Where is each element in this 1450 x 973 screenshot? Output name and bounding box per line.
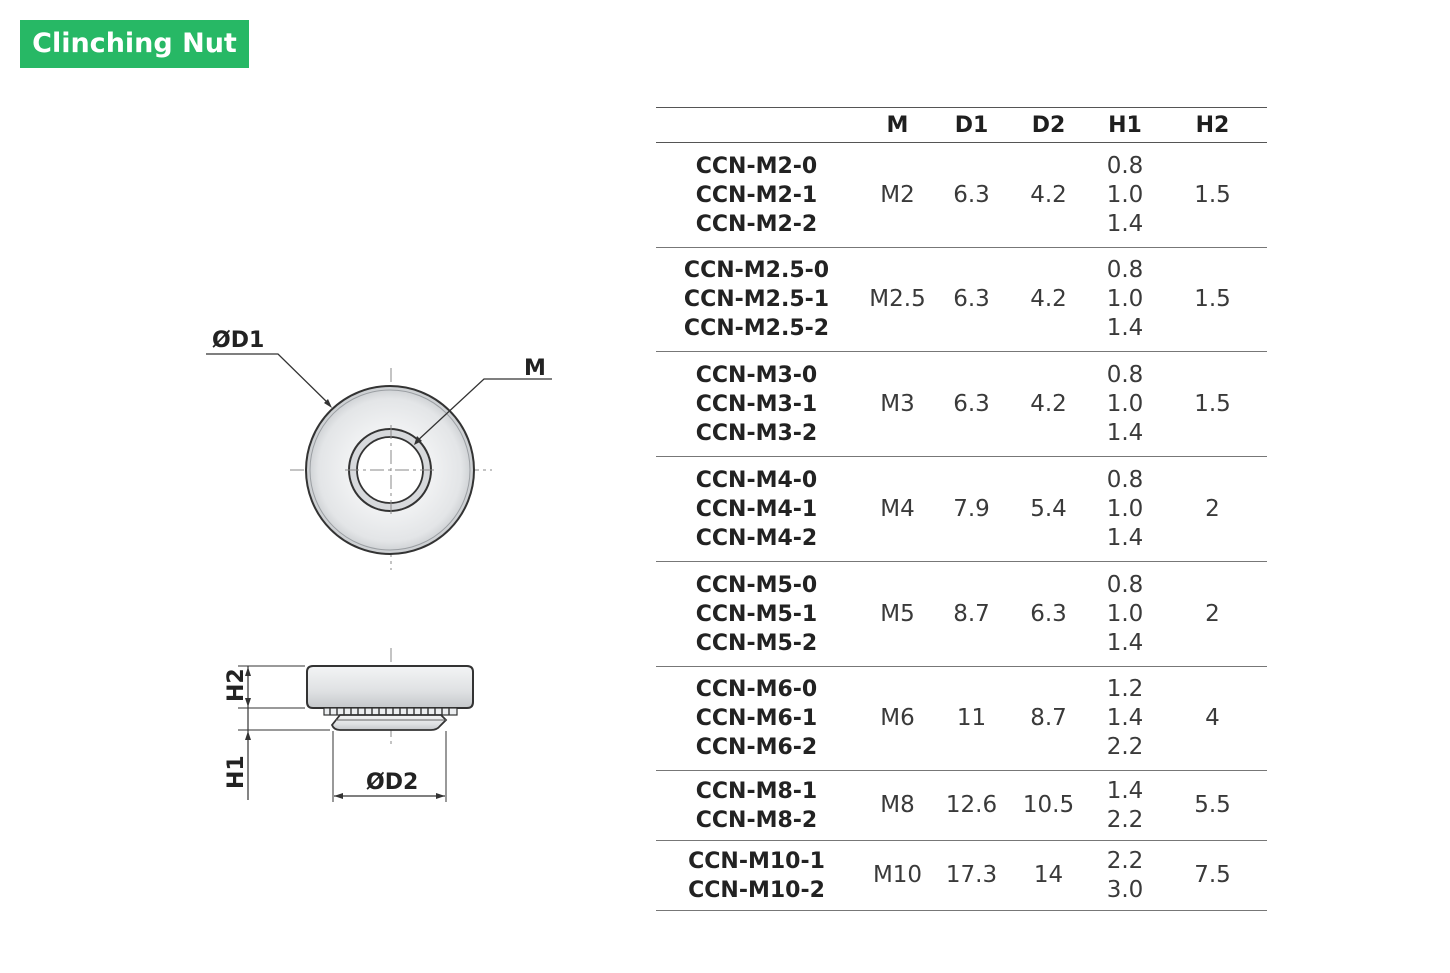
model-code: CCN-M3-2 — [695, 420, 818, 446]
model-cell — [656, 841, 857, 911]
h2-cell: 1.5 — [1158, 143, 1267, 248]
thread-size-cell: M10 — [857, 841, 938, 911]
h1-value: 1.0 — [1106, 286, 1144, 312]
d1-label: ØD1 — [212, 328, 265, 353]
h2-cell: 4 — [1158, 667, 1267, 771]
model-code: CCN-M2.5-2 — [683, 316, 830, 341]
model-code: CCN-M2-0 — [695, 153, 818, 179]
h1-cell — [1092, 248, 1158, 352]
header-d1: D1 — [938, 108, 1005, 143]
model-cell — [656, 248, 857, 352]
table-row — [656, 667, 1267, 771]
h1-cell — [1092, 143, 1158, 248]
h1-value: 1.4 — [1106, 210, 1144, 237]
h1-value: 1.0 — [1106, 600, 1144, 627]
table-row — [656, 457, 1267, 562]
h1-value: 1.0 — [1106, 495, 1144, 522]
h1-cell — [1092, 771, 1158, 841]
nut-head — [307, 666, 473, 708]
model-code: CCN-M2.5-0 — [683, 258, 830, 283]
table-row — [656, 562, 1267, 667]
nut-shank — [332, 715, 446, 730]
top-view — [206, 328, 552, 570]
d1-cell: 8.7 — [938, 562, 1005, 667]
model-code: CCN-M2-1 — [695, 182, 818, 208]
h1-label: H1 — [224, 755, 249, 789]
thread-size-cell: M2 — [857, 143, 938, 248]
d1-cell: 7.9 — [938, 457, 1005, 562]
h1-value: 1.4 — [1106, 315, 1144, 341]
h1-value: 2.2 — [1106, 806, 1144, 833]
spec-table-header — [656, 108, 1267, 143]
model-code: CCN-M4-0 — [695, 467, 818, 493]
h1-cell — [1092, 667, 1158, 771]
h1-value: 1.2 — [1106, 676, 1144, 702]
d1-leader-line — [206, 354, 330, 405]
h1-value: 0.8 — [1106, 361, 1144, 388]
model-code: CCN-M4-1 — [695, 496, 818, 522]
d2-cell: 4.2 — [1005, 248, 1092, 352]
h1-value: 1.4 — [1106, 524, 1144, 551]
model-code: CCN-M6-1 — [695, 706, 818, 731]
model-code: CCN-M2-2 — [695, 211, 818, 237]
header-m: M — [857, 108, 938, 143]
model-code: CCN-M3-0 — [695, 362, 818, 388]
h1-arrow — [245, 731, 251, 740]
h1-value: 0.8 — [1106, 152, 1144, 179]
h1-value: 1.0 — [1106, 390, 1144, 417]
h2-cell: 7.5 — [1158, 841, 1267, 911]
h1-value: 2.2 — [1106, 847, 1144, 874]
thread-size-cell: M4 — [857, 457, 938, 562]
d1-cell: 6.3 — [938, 248, 1005, 352]
d2-cell: 5.4 — [1005, 457, 1092, 562]
h2-cell: 5.5 — [1158, 771, 1267, 841]
m-label: M — [524, 356, 546, 381]
nut-technical-drawing — [0, 0, 650, 973]
d2-cell: 8.7 — [1005, 667, 1092, 771]
h2-cell: 2 — [1158, 457, 1267, 562]
d2-cell: 14 — [1005, 841, 1092, 911]
spec-table — [656, 107, 1267, 911]
model-code: CCN-M10-1 — [688, 848, 825, 874]
table-row — [656, 248, 1267, 352]
header-row — [656, 108, 1267, 143]
table-row — [656, 143, 1267, 248]
table-row — [656, 352, 1267, 457]
model-code: CCN-M4-2 — [695, 525, 818, 551]
d1-cell: 6.3 — [938, 143, 1005, 248]
model-code: CCN-M8-2 — [695, 807, 818, 833]
model-code: CCN-M6-0 — [695, 677, 818, 702]
d2-arrow-right — [436, 793, 445, 799]
h2-label: H2 — [224, 668, 249, 702]
d1-cell: 6.3 — [938, 352, 1005, 457]
d2-cell: 6.3 — [1005, 562, 1092, 667]
model-cell — [656, 143, 857, 248]
model-code: CCN-M5-0 — [695, 572, 818, 598]
thread-size-cell: M3 — [857, 352, 938, 457]
h1-value: 0.8 — [1106, 257, 1144, 283]
thread-size-cell: M5 — [857, 562, 938, 667]
table-row — [656, 771, 1267, 841]
model-cell — [656, 562, 857, 667]
h1-value: 1.4 — [1106, 629, 1144, 656]
thread-size-cell: M2.5 — [857, 248, 938, 352]
d2-arrow-left — [334, 793, 343, 799]
model-cell — [656, 457, 857, 562]
h1-value: 3.0 — [1106, 876, 1144, 903]
table-row — [656, 841, 1267, 911]
header-model — [656, 108, 857, 143]
spec-table-body — [656, 143, 1267, 911]
h1-cell — [1092, 457, 1158, 562]
d2-label: ØD2 — [366, 770, 419, 795]
side-view — [224, 648, 473, 802]
model-cell — [656, 667, 857, 771]
h1-value: 0.8 — [1106, 466, 1144, 493]
model-code: CCN-M3-1 — [695, 391, 818, 417]
header-h1: H1 — [1092, 108, 1158, 143]
model-code: CCN-M5-2 — [695, 630, 818, 656]
thread-size-cell: M8 — [857, 771, 938, 841]
model-cell — [656, 771, 857, 841]
header-d2: D2 — [1005, 108, 1092, 143]
h1-cell — [1092, 352, 1158, 457]
h1-value: 1.4 — [1106, 705, 1144, 731]
h1-value: 1.0 — [1106, 181, 1144, 208]
model-cell — [656, 352, 857, 457]
d2-cell: 4.2 — [1005, 352, 1092, 457]
model-code: CCN-M5-1 — [695, 601, 818, 627]
h2-cell: 1.5 — [1158, 352, 1267, 457]
h1-cell — [1092, 841, 1158, 911]
d1-cell: 11 — [938, 667, 1005, 771]
model-code: CCN-M6-2 — [695, 735, 818, 760]
d2-cell: 10.5 — [1005, 771, 1092, 841]
h1-value: 1.4 — [1106, 419, 1144, 446]
h1-value: 1.4 — [1106, 777, 1144, 804]
h1-value: 0.8 — [1106, 571, 1144, 598]
d2-cell: 4.2 — [1005, 143, 1092, 248]
h2-cell: 1.5 — [1158, 248, 1267, 352]
thread-size-cell: M6 — [857, 667, 938, 771]
model-code: CCN-M2.5-1 — [683, 287, 830, 312]
h1-cell — [1092, 562, 1158, 667]
model-code: CCN-M10-2 — [688, 877, 825, 903]
d1-cell: 12.6 — [938, 771, 1005, 841]
h2-cell: 2 — [1158, 562, 1267, 667]
h1-value: 2.2 — [1106, 734, 1144, 760]
page-title: Clinching Nut — [20, 20, 249, 68]
header-h2: H2 — [1158, 108, 1267, 143]
model-code: CCN-M8-1 — [695, 778, 818, 804]
d1-cell: 17.3 — [938, 841, 1005, 911]
